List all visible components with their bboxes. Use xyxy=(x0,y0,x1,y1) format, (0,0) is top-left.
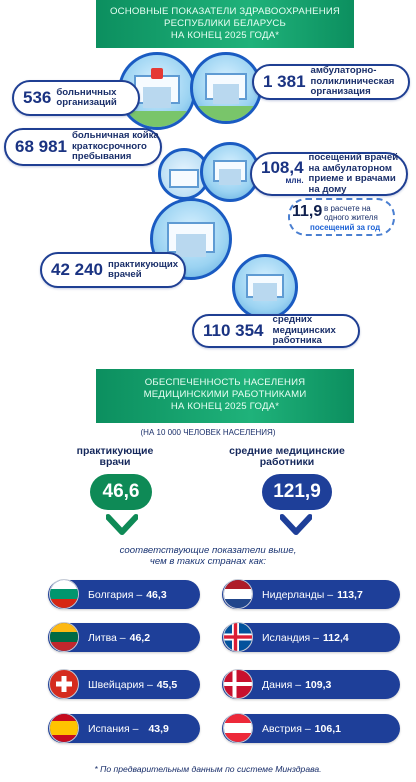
doctors-title: практикующие врачи xyxy=(76,445,154,468)
banner-line: РЕСПУБЛИКИ БЕЛАРУСЬ xyxy=(163,18,287,29)
stat-value: 110 354 xyxy=(203,321,264,340)
comparison-caption: соответствующие показатели выше, чем в таких странах как: xyxy=(119,545,297,567)
stat-beds xyxy=(4,128,162,166)
doctors-value-badge: 46,6 xyxy=(90,474,152,510)
banner-line: МЕДИЦИНСКИМИ РАБОТНИКАМИ xyxy=(143,389,307,400)
stat-nurses xyxy=(192,314,360,348)
country-austria: Австрия – 106,1 xyxy=(222,714,400,743)
iceland-flag-icon xyxy=(223,622,253,652)
country-iceland: Исландия – 112,4 xyxy=(222,623,400,652)
stat-value: 11,9 xyxy=(292,203,323,220)
stat-label: больничных организаций xyxy=(56,86,117,108)
country-denmark: Дания – 109,3 xyxy=(222,670,400,699)
country-bulgaria: Болгария – 46,3 xyxy=(48,580,200,609)
stat-value: 1 381 xyxy=(263,72,306,91)
country-spain: Испания – 43,9 xyxy=(48,714,200,743)
footnote: * По предварительным данным по системе Минздрава. xyxy=(94,764,322,774)
stat-period: посещений за год xyxy=(310,223,381,232)
stat-label: в расчете на одного жителя xyxy=(324,204,378,222)
chevron-down-icon xyxy=(280,514,312,538)
nurse-illustration xyxy=(232,254,298,320)
country-lithuania: Литва – 46,2 xyxy=(48,623,200,652)
bulgaria-flag-icon xyxy=(49,579,79,609)
stat-value: 536 xyxy=(23,88,52,107)
chevron-down-icon xyxy=(106,514,138,538)
country-switzerland: Швейцария – 45,5 xyxy=(48,670,200,699)
spain-flag-icon xyxy=(49,713,79,743)
stat-per-resident xyxy=(288,198,395,236)
banner-line: НА КОНЕЦ 2025 ГОДА* xyxy=(170,30,280,41)
stat-value: 42 240 xyxy=(51,260,103,279)
stat-label: посещений врачей на амбулаторном приеме и врачами на дому xyxy=(308,152,399,195)
stat-label: практикующих врачей xyxy=(108,258,179,280)
banner-line: ОСНОВНЫЕ ПОКАЗАТЕЛИ ЗДРАВООХРАНЕНИЯ xyxy=(109,6,341,17)
austria-flag-icon xyxy=(223,713,253,743)
stat-visits xyxy=(250,152,408,196)
nurses-title: средние медицинские работники xyxy=(229,445,345,468)
clinic-illustration xyxy=(190,52,262,124)
stat-label: больничная койка краткосрочного пребывания xyxy=(72,130,159,163)
country-netherlands: Нидерланды – 113,7 xyxy=(222,580,400,609)
stat-label: амбулаторно- поликлиническая организация xyxy=(310,65,395,98)
stat-value: 108,4 млн. xyxy=(261,158,304,185)
stat-label: средних медицинских работника xyxy=(272,314,336,347)
denmark-flag-icon xyxy=(223,669,253,699)
switzerland-flag-icon xyxy=(49,669,79,699)
banner-line: НА КОНЕЦ 2025 ГОДА* xyxy=(170,401,280,412)
stat-outpatient xyxy=(252,64,410,100)
section-banner xyxy=(96,369,354,423)
lithuania-flag-icon xyxy=(49,622,79,652)
population-note: (НА 10 000 ЧЕЛОВЕК НАСЕЛЕНИЯ) xyxy=(140,428,276,437)
netherlands-flag-icon xyxy=(223,579,253,609)
header-banner xyxy=(96,0,354,48)
stat-hospitals xyxy=(12,80,140,116)
stat-doctors xyxy=(40,252,186,288)
nurses-value-badge: 121,9 xyxy=(262,474,332,510)
stat-value: 68 981 xyxy=(15,137,67,156)
banner-line: ОБЕСПЕЧЕННОСТЬ НАСЕЛЕНИЯ xyxy=(144,377,306,388)
